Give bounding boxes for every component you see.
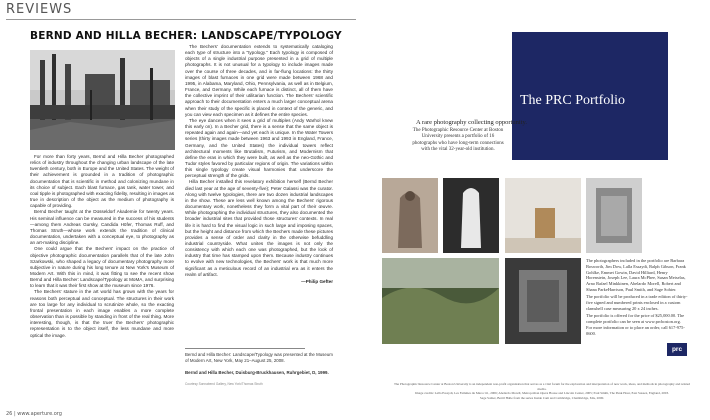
article-headline: BERND AND HILLA BECHER: LANDSCAPE/TYPOLOGY: [30, 30, 342, 42]
ad-paragraph: The portfolio will be produced in a trade edition of thirty-five signed and numbered prints enclosed in a custom clamshell case measuring 20 x 24 inches.: [586, 294, 688, 311]
prc-logo: prc: [667, 343, 687, 356]
ad-footer-line: Sage Sohier, Bertil Halle from the series Inside Cam and Cambridge, Chambridge, MA, 2000.: [479, 395, 605, 400]
ad-title: The PRC Portfolio: [520, 93, 626, 108]
article-photo: [30, 50, 175, 150]
portfolio-photo: [586, 178, 642, 253]
article-column-2: [185, 44, 333, 285]
photo-caption: Bernd and Hilla Becher, Duisburg-Bruckhausen, Ruhrgebiet, D, 1999.: [185, 370, 329, 375]
paragraph: The Bechers' documentation extends to systematically cataloging each type of structure into a "typology." Each typology is composed of objects of a single industrial purpose presented in a grid of multiple photographs. It is not unusual for a typology to include images made over the course of three decades, and in far-flung locations: the thirty images of blast furnaces in one grid were made between 1968 and 1995, in Alabama, Maryland, Ohio, Pennsylvania, as well as in Belgium, France, and Germany. While each furnace is distinct, all of them have the collective imprint of their utilitarian function. The Bechers' scientific approach to their documentation enters a much larger conceptual arena when their study of the specific is placed in context of the generic, and you can view each specimen as it defines the entire species.: [185, 44, 333, 117]
portfolio-photo: [505, 258, 581, 344]
ad-intro: The Photographic Resource Center at Boston University presents a portfolio of 16 photographs who have long-term connections with the vital 32-year-old institution.: [412, 128, 504, 153]
paragraph: For more than forty years, Bernd and Hilla Becher photographed relics of industry throughout the changing urban landscape of the late twentieth century, both in Europe and the United States. The weight of their achievement is grounded in a tradition of photographic documentation that is scientific in method and colonizing mundane in its choice of subject. Each blast furnace, gas tank, water tower, and coal tipple is photographed with exacting fidelity, resulting in images as true in description of the object as the medium of photography is capable of providing.: [30, 154, 174, 209]
ad-body: [586, 258, 688, 338]
portfolio-photo: [382, 258, 499, 344]
ad-paragraph: The portfolio is offered for the price of $25,000.00. The complete portfolio can be seen at www.prcboston.org. For more information or to place an order, call 617-975-0600.: [586, 313, 685, 336]
paragraph: The eye dances when it sees a grid of multiples (Andy Warhol knew this early on). In a Becher grid, there is a sense that the same object is repeated again and again—and yet each is unique. In the Water Towers series (thirty images made between 1963 and 1993 in England, France, Germany, and the United States) the individual towers reflect architectural moments like Brutalism, Futurism, and Modernism that define the eras in which they were built, as well as the neo-Gothic and Tudor styles favored by particular regions of origin. The variations within this single typology create visual harmonies that underscore the perceptual strength of the grids.: [185, 117, 333, 179]
ad-footer-line: Image credits: Lalla Essaydi, Les Femmes du Maroc #1, 2006; Abelardo Morell, Metropolitan Opera House and Lincoln Center, 2005; Paul Smith, The Punk Hour, East Sussex, England, 2003.: [415, 391, 669, 396]
page-footer: 26 | www.aperture.org: [6, 411, 62, 417]
ad-tagline: A rare photography collecting opportunity.: [416, 119, 527, 126]
photo-credit: Courtesy Sonnabend Gallery, New York/Thomas Struth: [185, 382, 263, 386]
industrial-landscape-image: [30, 50, 175, 150]
ad-footer-line: The Photographic Resource Center at Boston University is an independent non-profit organization that serves as a vital forum for the exploration and interpretation of new work, ideas, and methods in photography and related media.: [393, 382, 691, 391]
paragraph: Bernd Becher taught at the Düsseldorf Akademie for twenty years. His seminal influence can be measured in the success of his students—among them Andreas Gursky, Candida Höfer, Thomas Ruff, and Thomas Struth—whose work extends the tradition of clinical documentation, undertaken with a conceptual eye, to photography as an art-making discipline.: [30, 209, 174, 246]
article-column-1: [30, 154, 174, 339]
ad-paragraph: The photographers included in the portfolio are Barbara Bosworth, Jim Dow, Lalla Essaydi, Ralph Gibson, Frank Gohlke, Emmet Gowin, David Hilliard, Henry Horenstein, Joseph Lee, Laura McPhee, Susan Meiselas, Arno Rafael Minkkinen, Abelardo Morell, Robert and Shana ParkeHarrison, Paul Smith, and Sage Sohier.: [586, 258, 686, 292]
prc-advertisement: [372, 0, 710, 420]
portfolio-photo: [382, 178, 438, 253]
portfolio-photo: [505, 178, 581, 253]
paragraph: The Bechers' stature in the art world has grown with the years for reasons both perceptual and conceptual. The structures in their work are too large for any individual to scrutinize whole, so the exacting frontal presentation in each image enables a more complete observation than is possible by standing in front of the real thing. More interesting, though, is that the truer the Bechers' photographic representation is to the object itself, the less mundane and more optical the image.: [30, 289, 174, 338]
paragraph: One could argue that the Bechers' impact on the practice of objective photographic documentation parallels that of the late John Szarkowski, who shaped a legacy of documentary photography more subjective in nature during his long tenure at New York's Museum of Modern Art. With this in mind, it was fitting to see the recent show Bernd and Hilla Becher: Landscape/Typology at MoMA, and surprising to learn that it was their first show at the museum since 1976.: [30, 246, 174, 289]
paragraph: Hilla Becher installed this revelatory exhibition herself (Bernd Becher died last year at the age of seventy-five); Peter Galassi was the curator. Along with twelve typologies, there are two dozen industrial landscapes in the show. These are less well known among the Bechers' rigorous documentary work, nonetheless they form a vital part of their œuvre. While photographing the individual structures, they also documented the broader industrial sites that provided those structures' contexts. In real life it is hard to find the visual logic in such large and imposing spaces, but the height and distance from which the Bechers made these pictures provides a sense of order and clarity in the otherwise befuddling industrial countryside. What unites the images is not only the consistency with which each one was photographed, but the look of industry that time has stamped upon them. Because industry continues to evolve with new technologies, the Bechers' work is that much more significant as a meticulous record of an industrial era as it enters the realm of artifact.: [185, 179, 333, 277]
author-credit: —Philip Gefter: [301, 278, 333, 284]
portfolio-photo: [443, 178, 499, 253]
caption-divider: [185, 348, 305, 349]
exhibition-caption: Bernd and Hilla Becher: Landscape/Typology was presented at the Museum of Modern Art, New York, May 21–August 25, 2008.: [185, 352, 333, 363]
header-rule: [6, 19, 356, 20]
ad-footer: [392, 382, 692, 400]
section-title: REVIEWS: [6, 2, 73, 17]
